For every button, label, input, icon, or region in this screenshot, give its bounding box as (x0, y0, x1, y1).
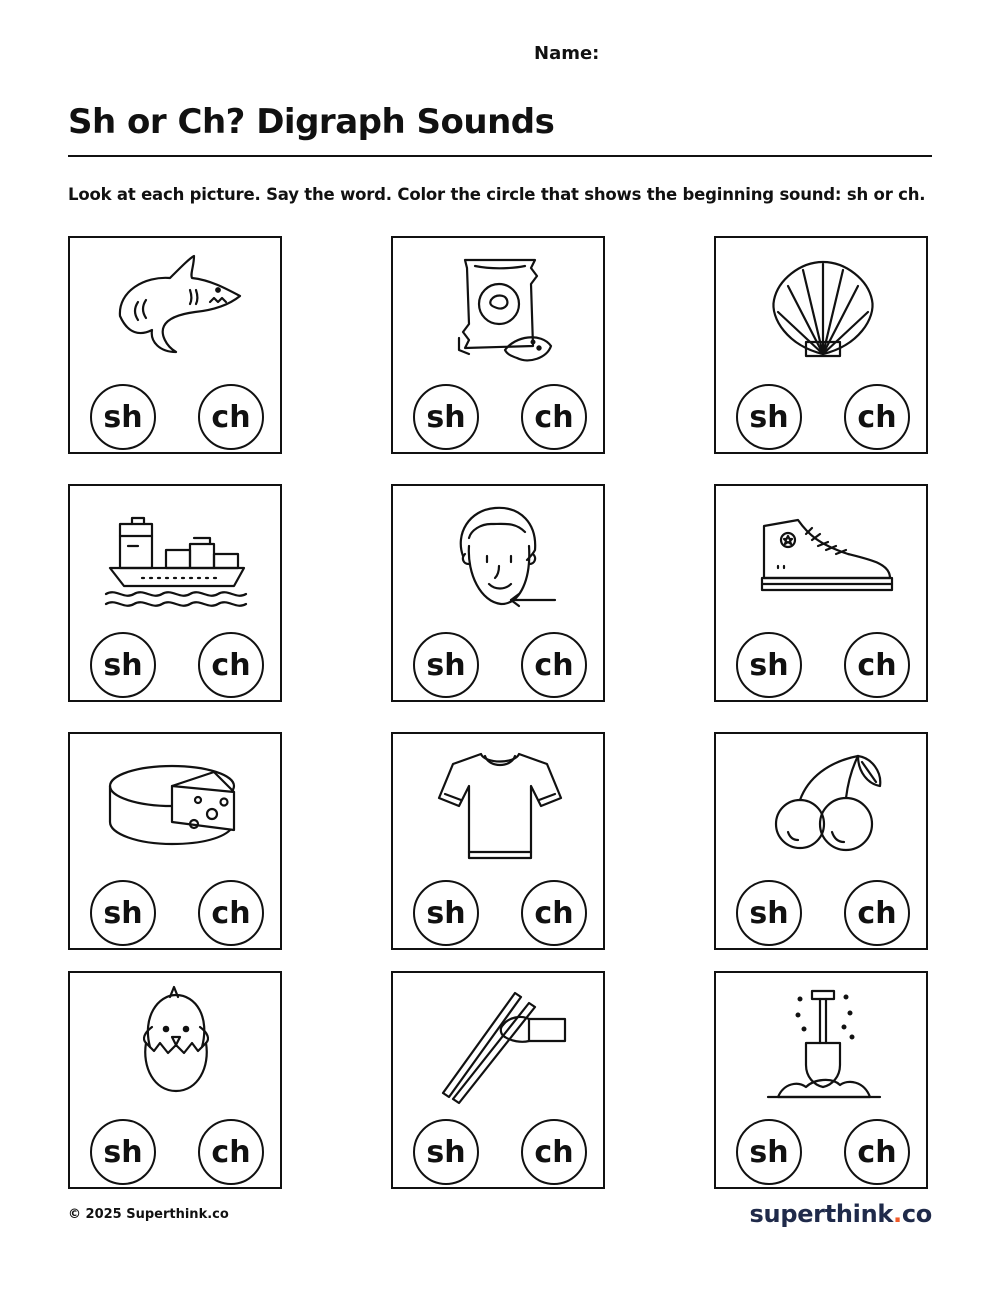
brand-name: superthink (749, 1200, 894, 1228)
shirt-icon (425, 742, 575, 862)
card-shark (68, 236, 282, 454)
cherries-icon (748, 742, 898, 862)
card-cherries (714, 732, 928, 950)
option-ch[interactable]: ch (198, 880, 264, 946)
option-ch[interactable]: ch (521, 384, 587, 450)
card-shell (714, 236, 928, 454)
ship-icon (102, 494, 252, 614)
option-sh[interactable]: sh (90, 880, 156, 946)
option-sh[interactable]: sh (413, 1119, 479, 1185)
cheese-icon (102, 742, 252, 862)
card-chick (68, 971, 282, 1189)
card-cheese (68, 732, 282, 950)
chin-icon (425, 494, 575, 614)
card-shoe (714, 484, 928, 702)
option-sh[interactable]: sh (90, 1119, 156, 1185)
option-ch[interactable]: ch (198, 1119, 264, 1185)
option-sh[interactable]: sh (736, 880, 802, 946)
brand-suffix: co (901, 1200, 932, 1228)
option-ch[interactable]: ch (844, 384, 910, 450)
option-ch[interactable]: ch (844, 880, 910, 946)
card-chin (391, 484, 605, 702)
card-ship (68, 484, 282, 702)
option-sh[interactable]: sh (413, 384, 479, 450)
option-ch[interactable]: ch (521, 1119, 587, 1185)
option-ch[interactable]: ch (844, 1119, 910, 1185)
chopsticks-icon (425, 981, 575, 1101)
shoe-icon (748, 494, 898, 614)
copyright: © 2025 Superthink.co (68, 1207, 229, 1222)
title-divider (68, 155, 932, 157)
chick-icon (102, 981, 252, 1101)
option-sh[interactable]: sh (90, 632, 156, 698)
option-sh[interactable]: sh (736, 1119, 802, 1185)
chips-icon (425, 246, 575, 366)
card-chips (391, 236, 605, 454)
brand-logo (750, 1200, 932, 1228)
option-ch[interactable]: ch (198, 384, 264, 450)
option-sh[interactable]: sh (736, 632, 802, 698)
option-ch[interactable]: ch (844, 632, 910, 698)
brand-dot: . (893, 1200, 902, 1228)
option-sh[interactable]: sh (90, 384, 156, 450)
option-sh[interactable]: sh (736, 384, 802, 450)
card-shovel (714, 971, 928, 1189)
page-title: Sh or Ch? Digraph Sounds (68, 102, 555, 142)
shell-icon (748, 246, 898, 366)
option-sh[interactable]: sh (413, 880, 479, 946)
option-ch[interactable]: ch (521, 632, 587, 698)
instructions: Look at each picture. Say the word. Color the circle that shows the beginning sound: sh or ch. (68, 185, 926, 204)
card-shirt (391, 732, 605, 950)
option-ch[interactable]: ch (521, 880, 587, 946)
name-label: Name: (534, 43, 600, 64)
card-chopsticks (391, 971, 605, 1189)
shovel-icon (748, 981, 898, 1101)
option-ch[interactable]: ch (198, 632, 264, 698)
option-sh[interactable]: sh (413, 632, 479, 698)
shark-icon (102, 246, 252, 366)
